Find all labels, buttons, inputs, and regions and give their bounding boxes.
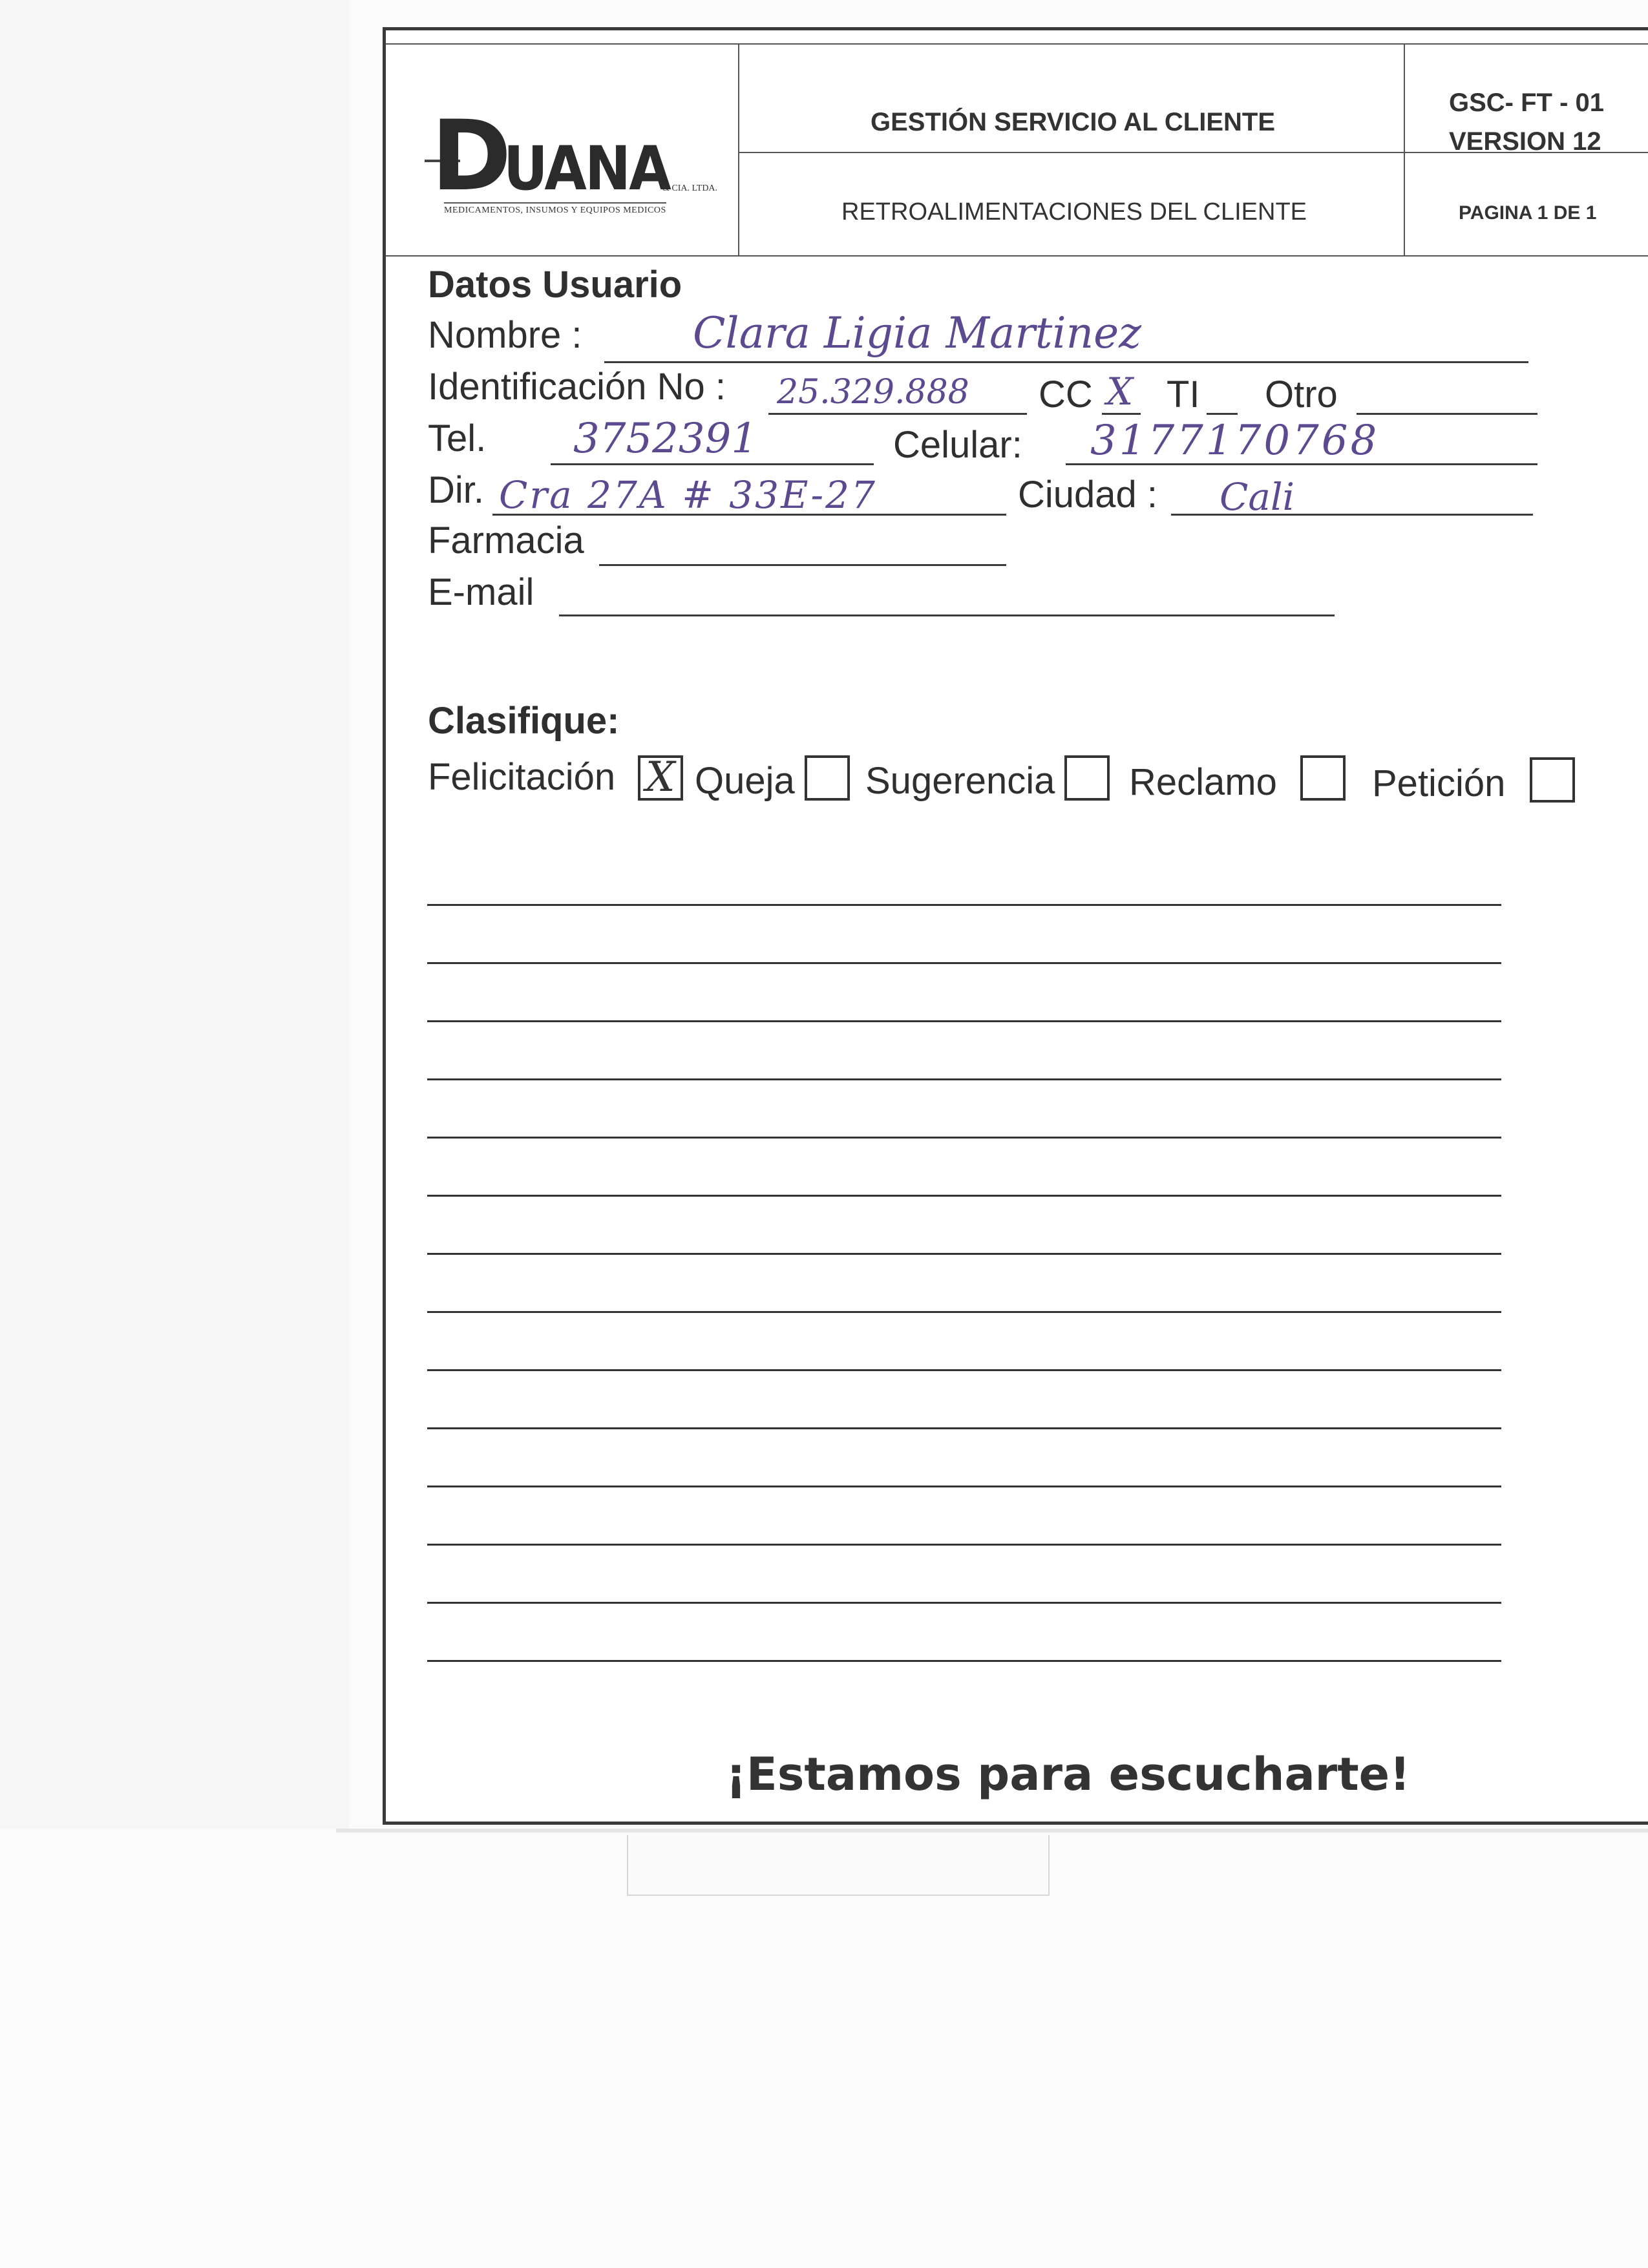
email-label: E-mail bbox=[428, 571, 534, 613]
comment-line[interactable] bbox=[427, 962, 1501, 964]
ti-label: TI bbox=[1167, 373, 1200, 415]
tel-line bbox=[551, 463, 874, 465]
comment-line[interactable] bbox=[427, 904, 1501, 906]
feedback-form bbox=[383, 27, 1648, 1825]
ti-line bbox=[1207, 413, 1238, 415]
comment-line[interactable] bbox=[427, 1253, 1501, 1255]
option-label-suggestion: Sugerencia bbox=[865, 760, 1055, 802]
header-bottom-rule bbox=[386, 255, 1648, 257]
comment-line[interactable] bbox=[427, 1369, 1501, 1371]
email-field[interactable] bbox=[559, 614, 1335, 616]
name-label: Nombre : bbox=[428, 314, 582, 356]
company-logo bbox=[431, 100, 728, 224]
comment-line[interactable] bbox=[427, 1137, 1501, 1139]
scan-page-edge bbox=[336, 1829, 1648, 1832]
comment-line[interactable] bbox=[427, 1427, 1501, 1429]
comment-line[interactable] bbox=[427, 1544, 1501, 1546]
logo-brand: UANA bbox=[503, 134, 670, 204]
option-label-complaint: Queja bbox=[695, 760, 795, 802]
id-label: Identificación No : bbox=[428, 366, 726, 408]
comment-line[interactable] bbox=[427, 1020, 1501, 1022]
scan-left-margin bbox=[0, 0, 349, 1829]
other-label: Otro bbox=[1265, 373, 1338, 415]
form-title: GESTIÓN SERVICIO AL CLIENTE bbox=[871, 108, 1276, 136]
header-top-rule bbox=[386, 43, 1648, 45]
id-field[interactable]: 25.329.888 bbox=[777, 373, 969, 412]
name-line bbox=[604, 361, 1528, 363]
form-code: GSC- FT - 01 bbox=[1449, 89, 1605, 117]
form-version: VERSION 12 bbox=[1449, 127, 1601, 156]
checkbox-congrats-mark: X bbox=[646, 753, 675, 801]
city-label: Ciudad : bbox=[1018, 474, 1158, 516]
other-line bbox=[1357, 413, 1537, 415]
checkbox-suggestion[interactable] bbox=[1064, 755, 1110, 801]
cell-field[interactable]: 3177170768 bbox=[1090, 417, 1380, 465]
footer-slogan: ¡Estamos para escucharte! bbox=[726, 1748, 1411, 1801]
comment-line[interactable] bbox=[427, 1195, 1501, 1197]
pharmacy-field[interactable] bbox=[599, 564, 1006, 566]
address-label: Dir. bbox=[428, 469, 484, 511]
header-divider-right bbox=[1404, 43, 1405, 257]
cc-label: CC bbox=[1039, 373, 1093, 415]
form-page: PAGINA 1 DE 1 bbox=[1459, 202, 1597, 224]
comment-line[interactable] bbox=[427, 1602, 1501, 1604]
address-field[interactable]: Cra 27A # 33E-27 bbox=[499, 473, 877, 517]
checkbox-claim[interactable] bbox=[1300, 755, 1346, 801]
paper-tab bbox=[627, 1835, 1050, 1896]
option-label-claim: Reclamo bbox=[1129, 761, 1277, 803]
comment-line[interactable] bbox=[427, 1660, 1501, 1662]
option-label-congrats: Felicitación bbox=[428, 756, 616, 798]
cell-label: Celular: bbox=[893, 424, 1022, 466]
logo-initial: D bbox=[431, 100, 509, 213]
logo-tagline: MEDICAMENTOS, INSUMOS Y EQUIPOS MEDICOS bbox=[444, 202, 666, 215]
checkbox-complaint[interactable] bbox=[805, 755, 850, 801]
name-field[interactable]: Clara Ligia Martinez bbox=[693, 308, 1141, 358]
city-field[interactable]: Cali bbox=[1220, 475, 1295, 519]
pharmacy-label: Farmacia bbox=[428, 520, 584, 562]
form-subtitle: RETROALIMENTACIONES DEL CLIENTE bbox=[841, 198, 1307, 226]
logo-suffix: & CIA. LTDA. bbox=[662, 184, 718, 193]
form-header bbox=[386, 43, 1648, 257]
checkbox-congrats[interactable] bbox=[638, 755, 683, 801]
checkbox-request[interactable] bbox=[1530, 757, 1575, 803]
comment-line[interactable] bbox=[427, 1311, 1501, 1313]
cc-mark[interactable]: X bbox=[1106, 370, 1134, 414]
id-line bbox=[768, 413, 1027, 415]
section-classify: Clasifique: bbox=[428, 700, 620, 742]
tel-label: Tel. bbox=[428, 417, 487, 459]
option-label-request: Petición bbox=[1372, 762, 1506, 804]
section-user-data: Datos Usuario bbox=[428, 264, 682, 306]
tel-field[interactable]: 3752391 bbox=[573, 415, 758, 463]
comment-line[interactable] bbox=[427, 1486, 1501, 1487]
header-divider-left bbox=[738, 43, 739, 257]
comment-line[interactable] bbox=[427, 1078, 1501, 1080]
